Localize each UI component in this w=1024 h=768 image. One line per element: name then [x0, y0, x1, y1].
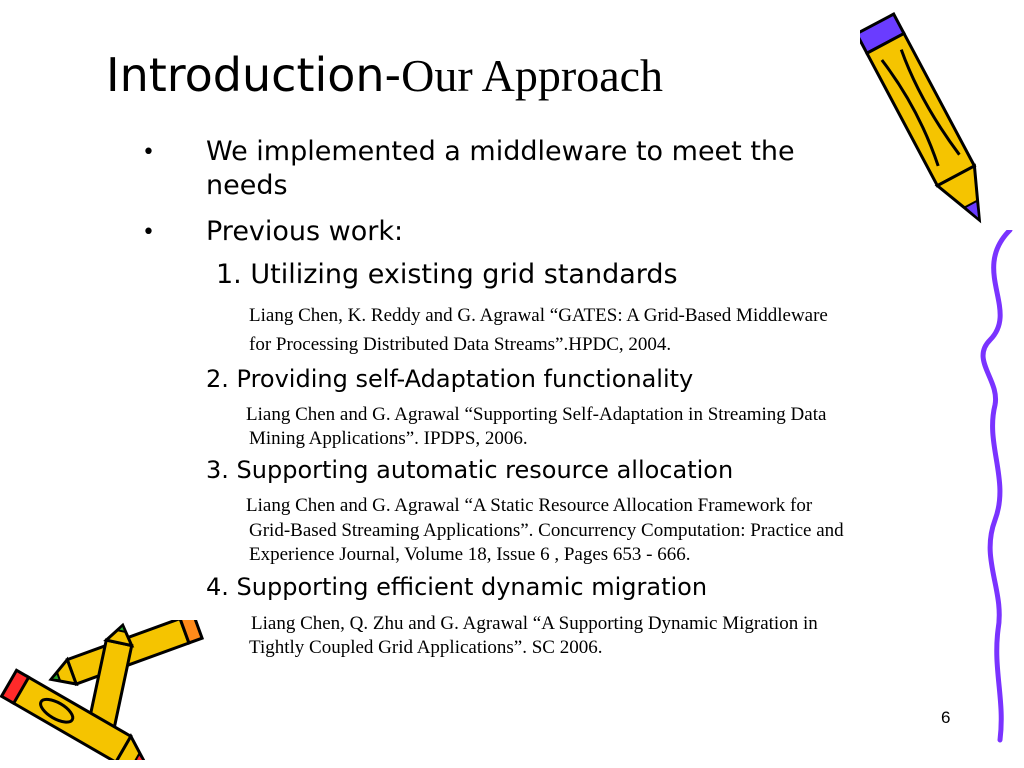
slide-title — [106, 48, 664, 102]
item-2-ref-line-1: Liang Chen and G. Agrawal “Supporting Self-Adaptation in Streaming Data — [246, 404, 827, 425]
bullet-2-symbol: • — [142, 220, 155, 245]
item-4-heading: 4. Supporting efficient dynamic migration — [206, 573, 708, 601]
pencil-top-right-icon — [860, 0, 1010, 250]
bullet-1-symbol: • — [142, 140, 155, 165]
bullet-2-line-1: Previous work: — [206, 216, 404, 247]
item-3-heading: 3. Supporting automatic resource allocation — [206, 456, 734, 484]
bullet-1-line-2: needs — [206, 170, 288, 201]
item-1-ref-line-1: Liang Chen, K. Reddy and G. Agrawal “GATES: A Grid-Based Middleware — [249, 305, 828, 326]
bullet-1-line-1: We implemented a middleware to meet the — [206, 136, 795, 167]
item-2-ref-line-2: Mining Applications”. IPDPS, 2006. — [249, 428, 528, 449]
item-1-heading: 1. Utilizing existing grid standards — [216, 259, 678, 290]
item-2-heading: 2. Providing self-Adaptation functionality — [206, 365, 694, 393]
page-number: 6 — [941, 708, 951, 727]
item-3-ref-line-2: Grid-Based Streaming Applications”. Concurrency Computation: Practice and — [249, 520, 844, 541]
title-part-1: Introduction- — [106, 48, 402, 102]
item-1-ref-line-2: for Processing Distributed Data Streams”.HPDC, 2004. — [249, 334, 672, 355]
purple-curly-line-icon — [960, 230, 1024, 750]
item-4-ref-line-2: Tightly Coupled Grid Applications”. SC 2006. — [249, 637, 603, 658]
item-3-ref-line-1: Liang Chen and G. Agrawal “A Static Resource Allocation Framework for — [246, 495, 813, 516]
item-3-ref-line-3: Experience Journal, Volume 18, Issue 6 , Pages 653 - 666. — [249, 544, 691, 565]
pencils-bottom-left-icon — [0, 620, 215, 760]
item-4-ref-line-1: Liang Chen, Q. Zhu and G. Agrawal “A Supporting Dynamic Migration in — [251, 613, 818, 634]
title-part-2: Our Approach — [401, 50, 664, 101]
